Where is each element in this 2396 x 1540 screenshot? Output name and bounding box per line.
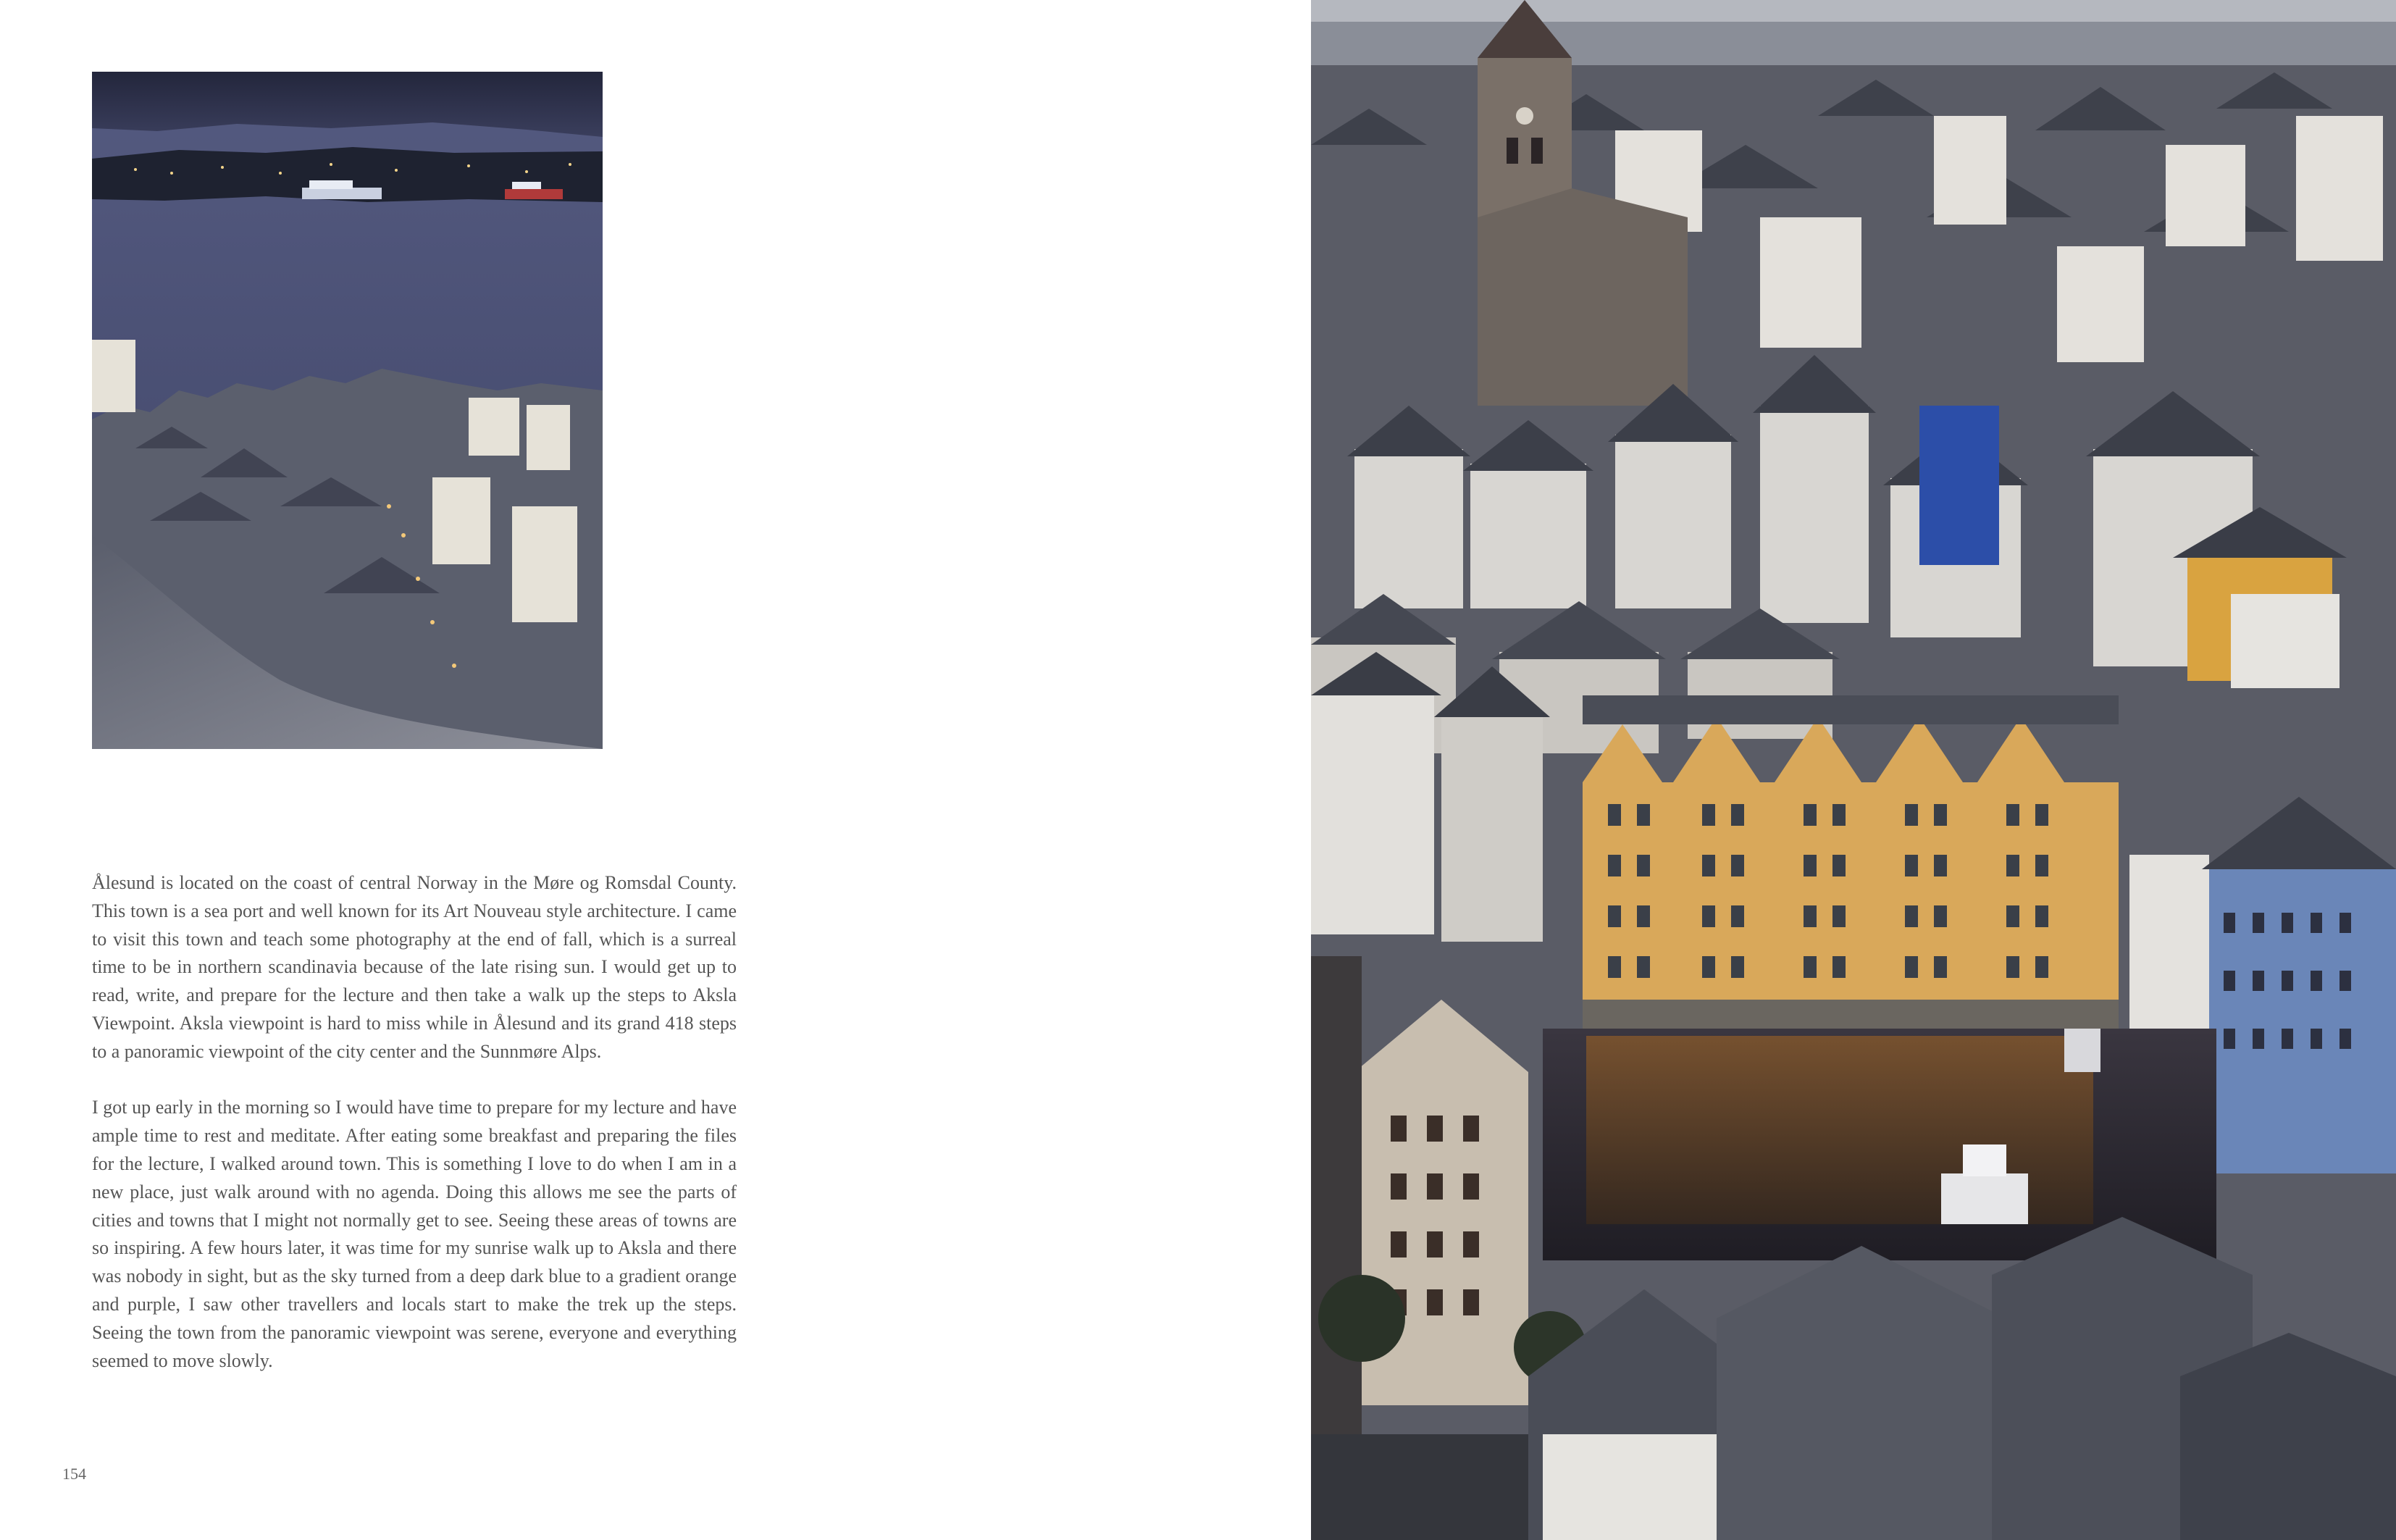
harbor-dusk-photo: [92, 72, 603, 749]
paragraph-1: Ålesund is located on the coast of central Norway in the Møre og Romsdal County. This town is a sea port and well known for its Art Nouveau style architecture. I came to visit this town and teach some photography at the end of fall, which is a surreal time to be in northern scandinavia because of the late rising sun. I would get up to read, write, and prepare for the lecture and then take a walk up the steps to Aksla Viewpoint. Aksla viewpoint is hard to miss while in Ålesund and its grand 418 steps to a panoramic viewpoint of the city center and the Sunnmøre Alps.: [92, 872, 737, 1062]
paragraph-2: I got up early in the morning so I would have time to prepare for my lecture and have ample time to rest and meditate. After eating some breakfast and preparing the files for the lecture, I walked around town. This is something I love to do when I am in a new place, just walk around with no agenda. Doing this allows me see the parts of cities and towns that I might not normally get to see. Seeing these areas of towns are so inspiring. A few hours later, it was time for my sunrise walk up to Aksla and there was nobody in sight, but as the sky turned from a deep dark blue to a gradient orange and purple, I saw other travellers and locals start to make the trek up the steps. Seeing the town from the panoramic viewpoint was serene, everyone and everything seemed to move slowly.: [92, 1097, 737, 1371]
page-number: 154: [62, 1465, 86, 1483]
alesund-town-photo: [1311, 0, 2396, 1540]
article-body: [92, 869, 737, 1403]
